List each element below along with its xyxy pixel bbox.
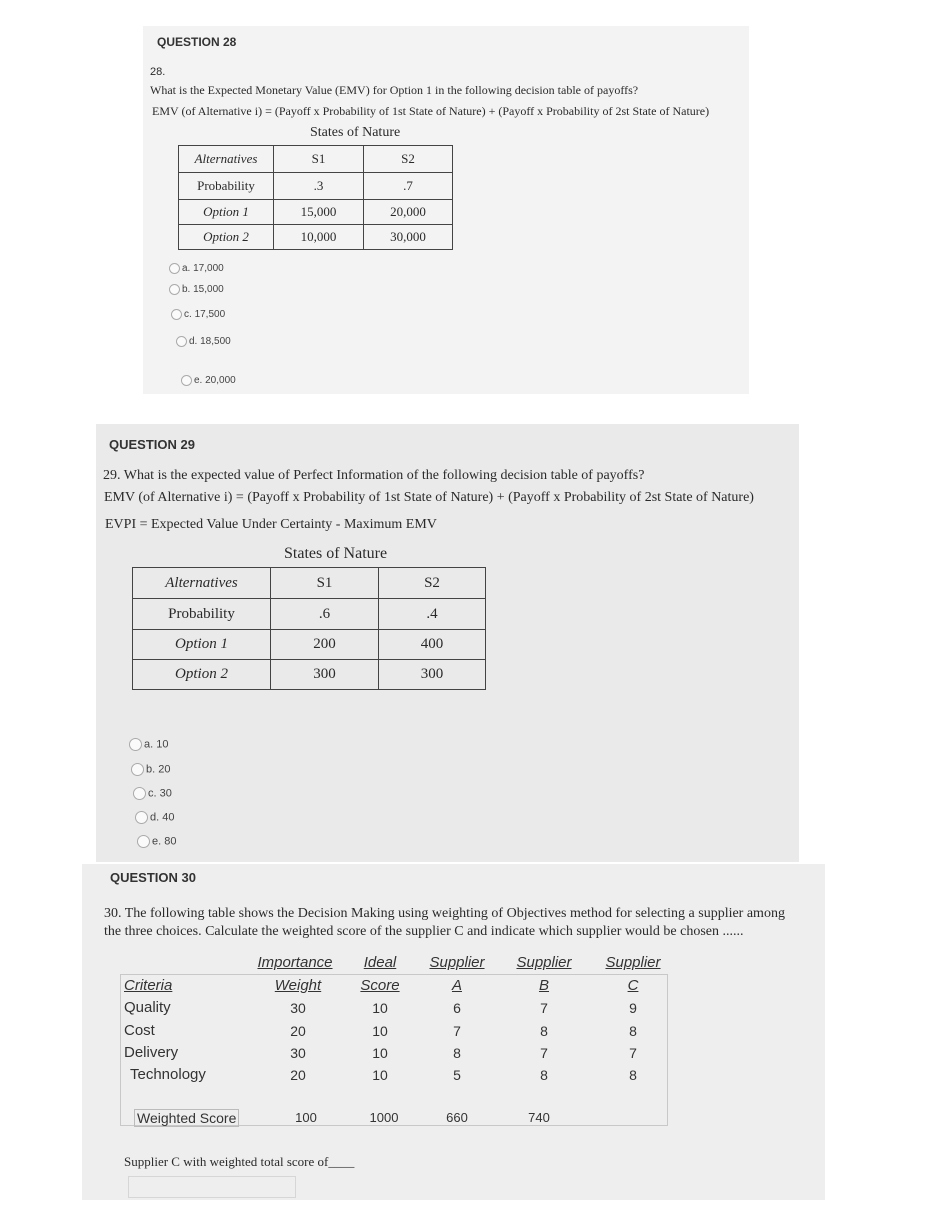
option-letter: a. bbox=[182, 263, 191, 275]
weighted-score-label: Weighted Score bbox=[134, 1109, 239, 1127]
q28-row-option2-label: Option 2 bbox=[179, 225, 274, 250]
q28-option-d[interactable] bbox=[176, 336, 231, 347]
answer-prompt bbox=[124, 1154, 354, 1170]
q28-cell: .3 bbox=[274, 173, 364, 200]
q28-option-c[interactable] bbox=[171, 309, 225, 320]
question-28-panel bbox=[143, 26, 749, 394]
table-cell: 7 bbox=[629, 1045, 637, 1061]
radio-button-icon[interactable] bbox=[171, 309, 182, 320]
option-letter: e. bbox=[194, 375, 203, 387]
radio-button-icon[interactable] bbox=[133, 787, 146, 800]
q29-row-option2-label: Option 2 bbox=[133, 660, 271, 690]
q28-payoff-table bbox=[178, 145, 453, 250]
q29-cell: 300 bbox=[379, 660, 486, 690]
q28-header-alternatives: Alternatives bbox=[179, 146, 274, 173]
question-30-heading: QUESTION 30 bbox=[110, 870, 196, 885]
question-29-formula: EMV (of Alternative i) = (Payoff x Probability of 1st State of Nature) + (Payoff x Probability of 2st State of Nature) bbox=[104, 490, 754, 505]
option-value: 15,000 bbox=[193, 284, 224, 296]
q28-table-caption: States of Nature bbox=[310, 125, 401, 140]
q28-cell: .7 bbox=[364, 173, 453, 200]
question-29-evpi: EVPI = Expected Value Under Certainty - Maximum EMV bbox=[105, 517, 437, 532]
question-29-panel bbox=[96, 424, 799, 862]
q28-row-option1-label: Option 1 bbox=[179, 200, 274, 225]
row-criteria-delivery: Delivery bbox=[124, 1044, 179, 1061]
option-letter: c. bbox=[148, 787, 157, 800]
header-score: Score bbox=[360, 977, 400, 994]
option-letter: b. bbox=[146, 763, 156, 776]
option-letter: e. bbox=[152, 835, 162, 848]
radio-button-icon[interactable] bbox=[181, 375, 192, 386]
option-value: 17,000 bbox=[193, 263, 224, 275]
answer-input-box[interactable] bbox=[128, 1176, 296, 1198]
option-value: 20 bbox=[158, 763, 171, 776]
row-criteria-cost: Cost bbox=[124, 1022, 155, 1039]
weighted-score-supplier-a: 660 bbox=[446, 1110, 468, 1125]
header-weight: Weight bbox=[274, 977, 322, 994]
q28-cell: 20,000 bbox=[364, 200, 453, 225]
q28-cell: 30,000 bbox=[364, 225, 453, 250]
table-cell: 8 bbox=[453, 1045, 461, 1061]
q29-option-c[interactable] bbox=[133, 787, 172, 800]
answer-prompt-text: Supplier C with weighted total score of bbox=[124, 1154, 329, 1169]
option-value: 30 bbox=[159, 787, 172, 800]
q29-option-d[interactable] bbox=[135, 811, 175, 824]
q29-cell: .4 bbox=[379, 599, 486, 630]
q28-option-e[interactable] bbox=[181, 375, 236, 386]
q29-row-probability-label: Probability bbox=[133, 599, 271, 630]
header-importance: Importance bbox=[257, 954, 333, 971]
radio-button-icon[interactable] bbox=[169, 263, 180, 274]
q29-cell: 300 bbox=[271, 660, 379, 690]
question-30-text-line1: 30. The following table shows the Decision Making using weighting of Objectives method for selecting a supplier among bbox=[104, 906, 785, 921]
header-supplier-b: B bbox=[538, 977, 549, 994]
option-value: 80 bbox=[164, 835, 177, 848]
header-supplier-b-top: Supplier bbox=[516, 954, 572, 971]
q28-header-s1: S1 bbox=[274, 146, 364, 173]
table-cell: 8 bbox=[629, 1067, 637, 1083]
q29-option-b[interactable] bbox=[131, 763, 171, 776]
answer-blank[interactable]: ____ bbox=[328, 1154, 355, 1169]
question-28-formula: EMV (of Alternative i) = (Payoff x Probability of 1st State of Nature) + (Payoff x Probability of 2st State of Nature) bbox=[152, 104, 710, 118]
q28-cell: 15,000 bbox=[274, 200, 364, 225]
question-28-heading: QUESTION 28 bbox=[157, 35, 237, 49]
q28-option-a[interactable] bbox=[169, 263, 224, 274]
question-30-text-line2: the three choices. Calculate the weighted score of the supplier C and indicate which supplier would be chosen ...... bbox=[104, 924, 744, 939]
header-supplier-a: A bbox=[451, 977, 462, 994]
option-letter: c. bbox=[184, 309, 192, 321]
option-value: 40 bbox=[162, 811, 175, 824]
option-value: 17,500 bbox=[194, 309, 226, 321]
table-cell: 10 bbox=[372, 1045, 388, 1061]
question-28-number: 28. bbox=[150, 66, 166, 78]
table-cell: 7 bbox=[540, 1000, 548, 1016]
q29-row-option1-label: Option 1 bbox=[133, 630, 271, 660]
table-cell: 8 bbox=[629, 1023, 637, 1039]
header-supplier-c-top: Supplier bbox=[605, 954, 661, 971]
table-cell: 8 bbox=[540, 1023, 548, 1039]
radio-button-icon[interactable] bbox=[131, 763, 144, 776]
option-letter: d. bbox=[189, 336, 198, 348]
table-cell: 7 bbox=[540, 1045, 548, 1061]
radio-button-icon[interactable] bbox=[135, 811, 148, 824]
q29-option-e[interactable] bbox=[137, 835, 177, 848]
table-cell: 8 bbox=[540, 1067, 548, 1083]
table-cell: 7 bbox=[453, 1023, 461, 1039]
row-criteria-quality: Quality bbox=[124, 999, 171, 1016]
header-supplier-a-top: Supplier bbox=[429, 954, 485, 971]
option-value: 18,500 bbox=[200, 336, 231, 348]
q29-cell: .6 bbox=[271, 599, 379, 630]
table-cell: 20 bbox=[290, 1023, 306, 1039]
question-29-heading: QUESTION 29 bbox=[109, 437, 195, 452]
table-cell: 20 bbox=[290, 1067, 306, 1083]
weighted-score-supplier-b: 740 bbox=[528, 1110, 550, 1125]
table-cell: 10 bbox=[372, 1023, 388, 1039]
table-cell: 30 bbox=[290, 1045, 306, 1061]
q29-table-caption: States of Nature bbox=[284, 545, 388, 562]
q29-cell: 200 bbox=[271, 630, 379, 660]
radio-button-icon[interactable] bbox=[169, 284, 180, 295]
weighted-score-ideal: 1000 bbox=[369, 1110, 399, 1125]
q29-header-s2: S2 bbox=[379, 568, 486, 599]
option-letter: b. bbox=[182, 284, 191, 296]
table-cell: 9 bbox=[629, 1000, 637, 1016]
table-cell: 6 bbox=[453, 1000, 461, 1016]
q29-cell: 400 bbox=[379, 630, 486, 660]
option-letter: d. bbox=[150, 811, 160, 824]
q29-header-s1: S1 bbox=[271, 568, 379, 599]
q28-row-probability-label: Probability bbox=[179, 173, 274, 200]
table-cell: 30 bbox=[290, 1000, 306, 1016]
table-cell: 10 bbox=[372, 1000, 388, 1016]
q28-cell: 10,000 bbox=[274, 225, 364, 250]
table-cell: 10 bbox=[372, 1067, 388, 1083]
question-29-text: 29. What is the expected value of Perfect Information of the following decision table of payoffs? bbox=[103, 468, 645, 483]
header-ideal: Ideal bbox=[363, 954, 397, 971]
radio-button-icon[interactable] bbox=[176, 336, 187, 347]
row-criteria-technology: Technology bbox=[130, 1066, 206, 1083]
header-supplier-c: C bbox=[627, 977, 639, 994]
question-28-text: What is the Expected Monetary Value (EMV) for Option 1 in the following decision table of payoffs? bbox=[150, 83, 639, 97]
q29-payoff-table bbox=[132, 567, 486, 690]
q28-header-s2: S2 bbox=[364, 146, 453, 173]
option-letter: a. bbox=[144, 738, 154, 751]
q28-option-b[interactable] bbox=[169, 284, 224, 295]
table-cell: 5 bbox=[453, 1067, 461, 1083]
q29-header-alternatives: Alternatives bbox=[133, 568, 271, 599]
radio-button-icon[interactable] bbox=[129, 738, 142, 751]
header-criteria: Criteria bbox=[124, 977, 173, 994]
weighted-score-total-weight: 100 bbox=[295, 1110, 317, 1125]
option-value: 20,000 bbox=[205, 375, 236, 387]
question-30-panel bbox=[82, 864, 825, 1200]
q29-option-a[interactable] bbox=[129, 738, 169, 751]
radio-button-icon[interactable] bbox=[137, 835, 150, 848]
option-value: 10 bbox=[156, 738, 169, 751]
